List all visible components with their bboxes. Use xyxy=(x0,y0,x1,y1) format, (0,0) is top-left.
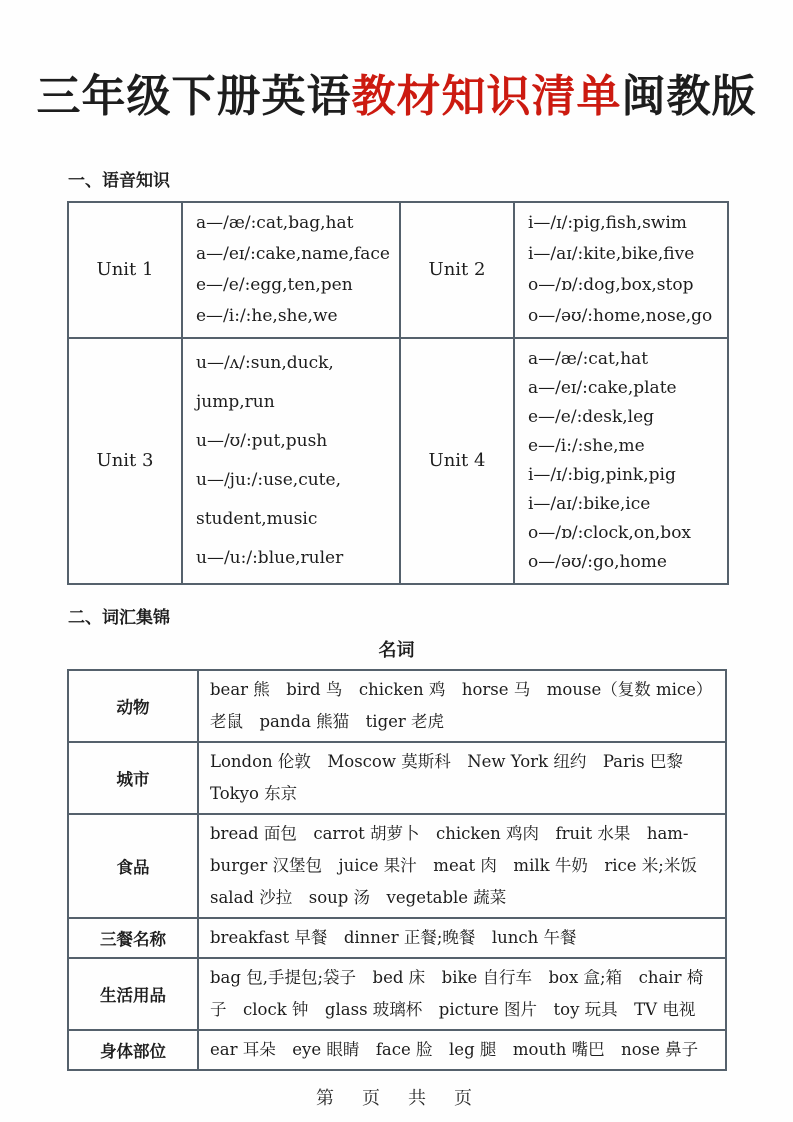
unit3-label-cell: Unit 3 xyxy=(68,338,182,584)
phonics-row-1 xyxy=(68,202,728,338)
unit4-label-cell: Unit 4 xyxy=(400,338,514,584)
phonics-line: student,music xyxy=(196,508,318,529)
phonics-line: u—/ju:/:use,cute, xyxy=(196,469,341,490)
vocab-category-cell: 城市 xyxy=(68,742,198,814)
vocab-category-cell: 三餐名称 xyxy=(68,918,198,958)
phonics-line: e—/e/:desk,leg xyxy=(528,406,655,427)
phonics-line: o—/ɒ/:dog,box,stop xyxy=(528,274,694,295)
unit2-label-cell: Unit 2 xyxy=(400,202,514,338)
vocab-row-cities xyxy=(68,742,726,814)
vocab-words-cell: bear 熊 bird 鸟 chicken 鸡 horse 马 mouse（复数 mice）老鼠 panda 熊猫 tiger 老虎 xyxy=(198,670,726,742)
page-footer: 第 页 共 页 xyxy=(316,1087,477,1109)
vocab-words-cell: ear 耳朵 eye 眼睛 face 脸 leg 腿 mouth 嘴巴 nose 鼻子 xyxy=(198,1030,726,1070)
vocab-category-cell: 身体部位 xyxy=(68,1030,198,1070)
phonics-row-2 xyxy=(68,338,728,584)
phonics-line: o—/ɒ/:clock,on,box xyxy=(528,522,692,543)
title-segment-right: 闽教版 xyxy=(621,72,757,121)
phonics-line: i—/ɪ/:big,pink,pig xyxy=(528,464,676,485)
title-segment-highlight: 教材知识清单 xyxy=(351,72,622,121)
vocab-row-food xyxy=(68,814,726,918)
phonics-line: o—/əʊ/:go,home xyxy=(528,551,667,572)
unit1-label-cell: Unit 1 xyxy=(68,202,182,338)
vocab-category-cell: 动物 xyxy=(68,670,198,742)
phonics-line: a—/eɪ/:cake,name,face xyxy=(196,243,390,264)
phonics-line: e—/i:/:he,she,we xyxy=(196,305,338,326)
phonics-line: a—/æ/:cat,bag,hat xyxy=(196,212,354,233)
phonics-line: i—/aɪ/:bike,ice xyxy=(528,493,651,514)
vocab-words-cell: bag 包,手提包;袋子 bed 床 bike 自行车 box 盒;箱 chair 椅子 clock 钟 glass 玻璃杯 picture 图片 toy 玩具 TV 电视 xyxy=(198,958,726,1030)
vocab-row-daily-items xyxy=(68,958,726,1030)
phonics-line: u—/u:/:blue,ruler xyxy=(196,547,344,568)
vocab-row-animals xyxy=(68,670,726,742)
title-segment-left: 三年级下册英语 xyxy=(36,72,352,121)
phonics-line: o—/əʊ/:home,nose,go xyxy=(528,305,713,326)
vocab-words-cell: London 伦敦 Moscow 莫斯科 New York 纽约 Paris 巴黎 Tokyo 东京 xyxy=(198,742,726,814)
phonics-line: a—/eɪ/:cake,plate xyxy=(528,377,677,398)
vocab-words-cell: bread 面包 carrot 胡萝卜 chicken 鸡肉 fruit 水果 ham-burger 汉堡包 juice 果汁 meat 肉 milk 牛奶 rice 米;米饭 salad 沙拉 soup 汤 vegetable 蔬菜 xyxy=(198,814,726,918)
vocab-words-cell: breakfast 早餐 dinner 正餐;晚餐 lunch 午餐 xyxy=(198,918,726,958)
page-title xyxy=(0,72,793,123)
phonics-line: u—/ʊ/:put,push xyxy=(196,430,328,451)
phonics-line: i—/ɪ/:pig,fish,swim xyxy=(528,212,687,233)
unit3-content-cell xyxy=(182,338,400,584)
phonics-line: e—/e/:egg,ten,pen xyxy=(196,274,353,295)
phonics-line: u—/ʌ/:sun,duck, xyxy=(196,352,334,373)
vocab-row-meals xyxy=(68,918,726,958)
unit2-content-cell xyxy=(514,202,728,338)
unit4-content-cell xyxy=(514,338,728,584)
phonics-table xyxy=(67,201,729,585)
noun-subheading: 名词 xyxy=(378,639,415,660)
vocab-table xyxy=(67,669,727,1071)
vocab-category-cell: 食品 xyxy=(68,814,198,918)
section-heading-vocabulary: 二、词汇集锦 xyxy=(68,607,170,627)
vocab-category-cell: 生活用品 xyxy=(68,958,198,1030)
phonics-line: e—/i:/:she,me xyxy=(528,435,645,456)
unit1-content-cell xyxy=(182,202,400,338)
phonics-line: a—/æ/:cat,hat xyxy=(528,348,649,369)
phonics-line: i—/aɪ/:kite,bike,five xyxy=(528,243,695,264)
section-heading-phonetics: 一、语音知识 xyxy=(68,170,170,190)
phonics-line: jump,run xyxy=(196,391,275,412)
vocab-row-body-parts xyxy=(68,1030,726,1070)
